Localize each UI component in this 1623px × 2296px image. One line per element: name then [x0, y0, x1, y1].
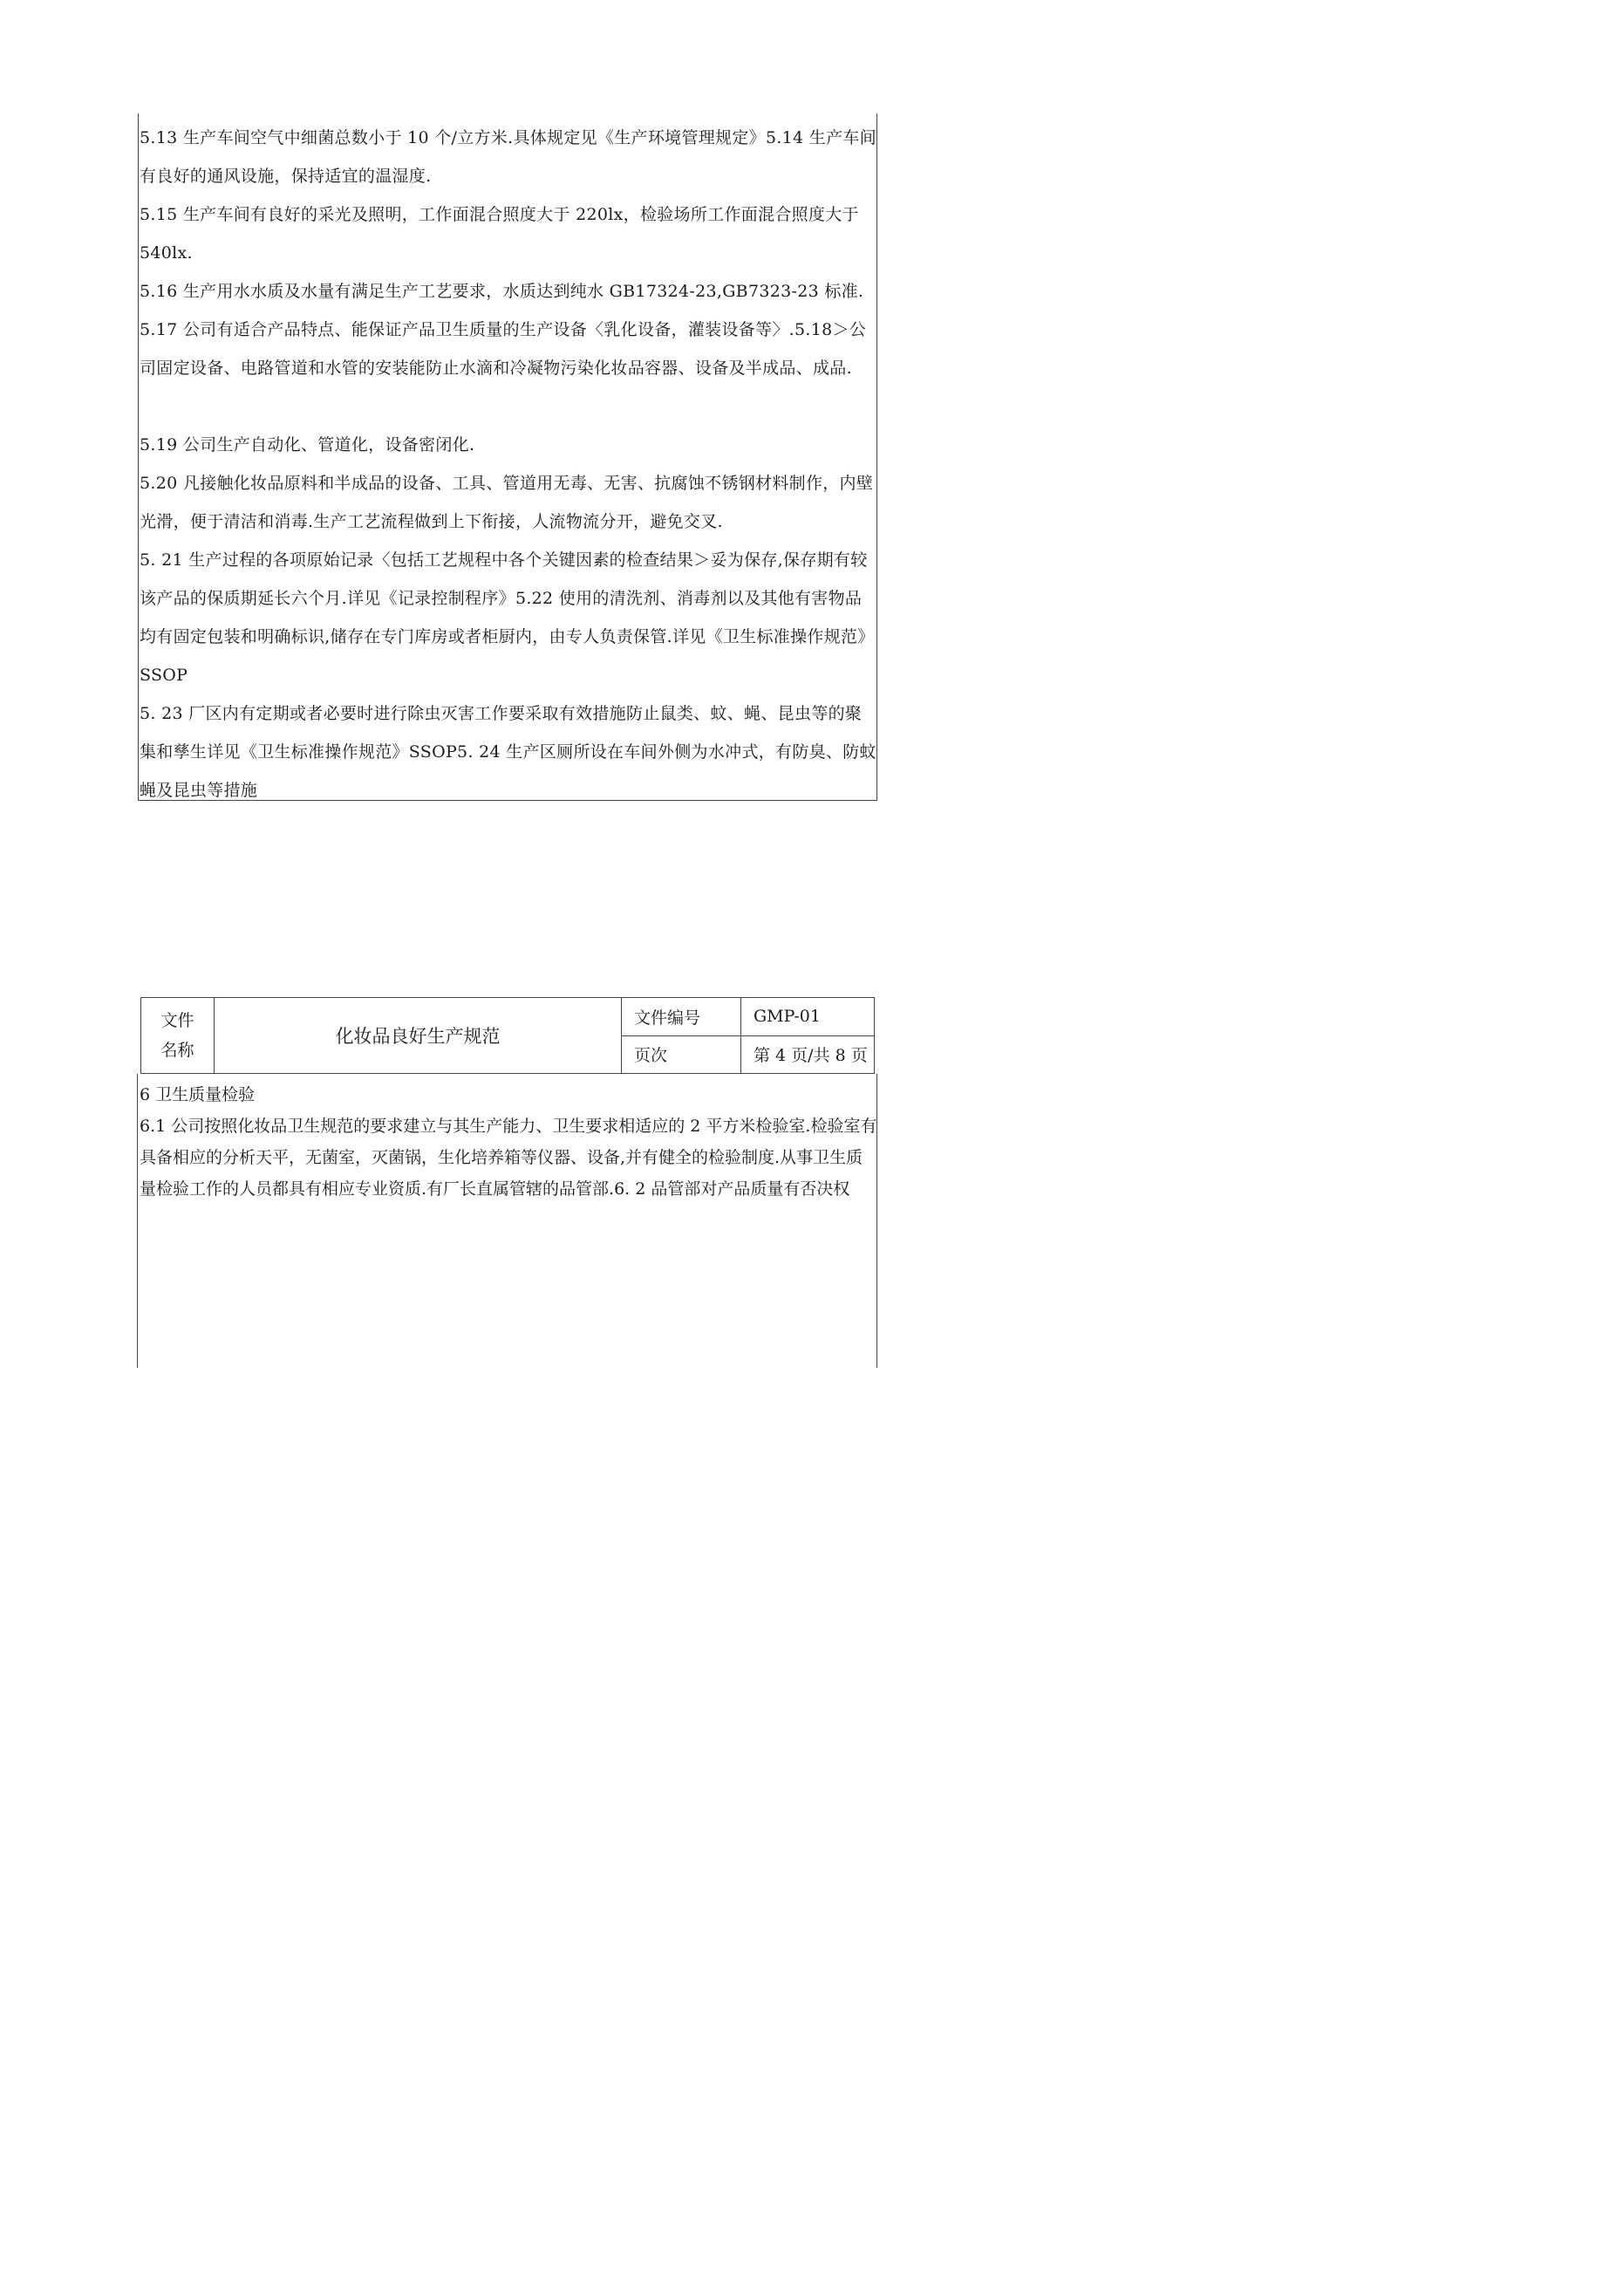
paragraph-5-17: 5.17 公司有适合产品特点、能保证产品卫生质量的生产设备〈乳化设备，灌装设备等〉.5.18＞公司固定设备、电路管道和水管的安装能防止水滴和冷凝物污染化妆品容器、设备及半成品、成品.	[140, 320, 867, 378]
paragraph-5-16: 5.16 生产用水水质及水量有满足生产工艺要求，水质达到纯水 GB17324-23,GB7323-23 标准.	[140, 282, 864, 301]
file-name-label-line1: 文件	[160, 1011, 194, 1030]
file-name-label-line2: 名称	[160, 1041, 194, 1060]
paragraph-5-20: 5.20 凡接触化妆品原料和半成品的设备、工具、管道用无毒、无害、抗腐蚀不锈钢材料制作，内壁光滑，便于清洁和消毒.生产工艺流程做到上下衔接，人流物流分开，避免交叉.	[140, 474, 874, 531]
section-6-heading: 6 卫生质量检验	[140, 1085, 256, 1104]
doc-number-label: 文件编号	[622, 998, 741, 1036]
doc-number-value: GMP-01	[741, 998, 875, 1036]
page-value: 第 4 页/共 8 页	[741, 1035, 875, 1074]
paragraph-5-23: 5. 23 厂区内有定期或者必要时进行除虫灭害工作要采取有效措施防止鼠类、蚊、蝇、昆虫等的聚集和孳生详见《卫生标准操作规范》SSOP5. 24 生产区厕所设在车间外侧为水冲式，有防臭、防蚊蝇及昆虫等措施	[140, 704, 876, 800]
document-header-table	[140, 997, 875, 1074]
document-title: 化妆品良好生产规范	[215, 998, 622, 1074]
paragraph-6-1: 6.1 公司按照化妆品卫生规范的要求建立与其生产能力、卫生要求相适应的 2 平方米检验室.检验室有具备相应的分析天平，无菌室，灭菌锅，生化培养箱等仪器、设备,并有健全的检验制度.从事卫生质量检验工作的人员都具有相应专业资质.有厂长直属管辖的品管部.6. 2 品管部对产品质量有否决权	[140, 1117, 877, 1199]
paragraph-5-21: 5. 21 生产过程的各项原始记录〈包括工艺规程中各个关键因素的检查结果＞妥为保存,保存期有较该产品的保质期延长六个月.详见《记录控制程序》5.22 使用的清洗剂、消毒剂以及其他有害物品均有固定包装和明确标识,储存在专门库房或者柜厨内，由专人负责保管.详见《卫生标准操作规范》SSOP	[140, 550, 875, 685]
paragraph-5-13: 5.13 生产车间空气中细菌总数小于 10 个/立方米.具体规定见《生产环境管理规定》5.14 生产车间有良好的通风设施，保持适宜的温湿度.	[140, 128, 876, 186]
paragraph-5-19: 5.19 公司生产自动化、管道化，设备密闭化.	[140, 435, 475, 454]
file-name-label	[141, 998, 215, 1074]
page-label: 页次	[622, 1035, 741, 1074]
paragraph-5-15: 5.15 生产车间有良好的采光及照明，工作面混合照度大于 220lx，检验场所工作面混合照度大于540lx.	[140, 205, 859, 263]
